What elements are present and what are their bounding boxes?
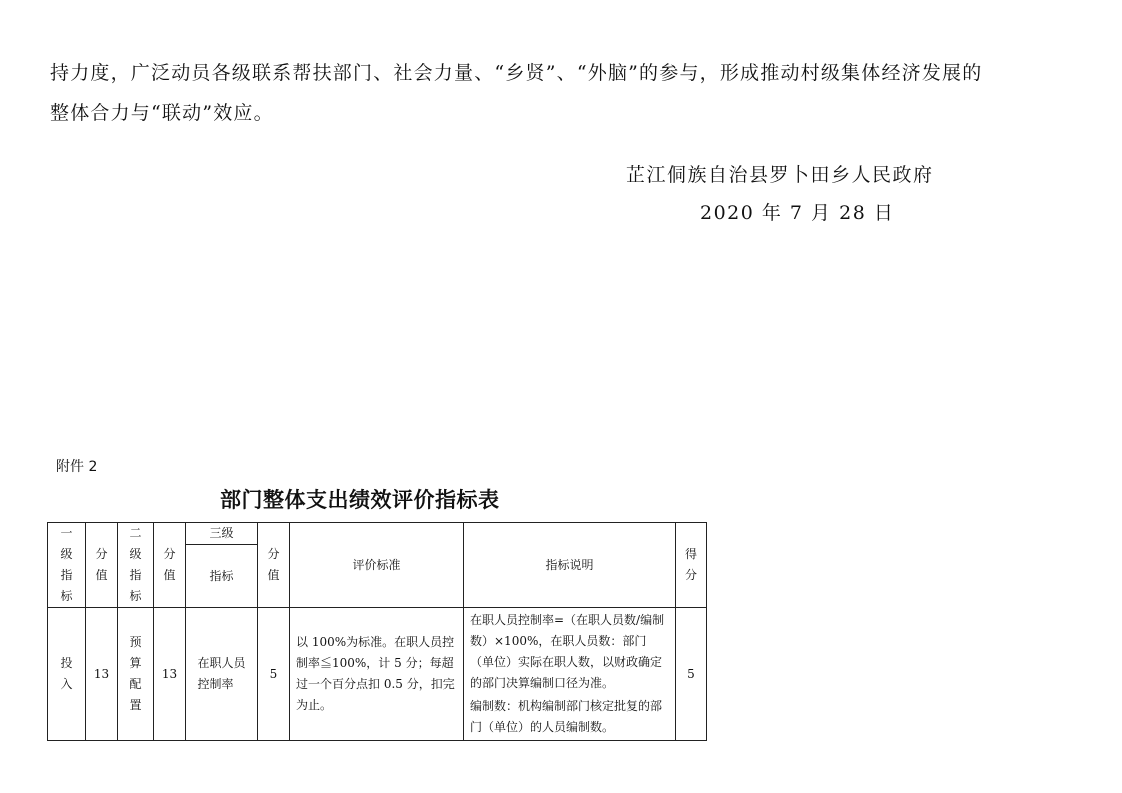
header-score1: 分值 (95, 547, 108, 582)
header-description: 指标说明 (464, 523, 676, 608)
header-level3: 指标 (186, 545, 258, 608)
row-criteria: 以 100%为标准。在职人员控制率≦100%，计 5 分；每超过一个百分点扣 0.5 分，扣完为止。 (290, 608, 464, 741)
header-score1-cell (86, 523, 118, 608)
signature-date: 2020 年 7 月 28 日 (700, 202, 895, 224)
row-score3: 5 (258, 608, 290, 741)
row-level2-cell (118, 608, 154, 741)
header-row-1 (48, 523, 707, 545)
header-level3-group: 三级 (186, 523, 258, 545)
signature-organization: 芷江侗族自治县罗卜田乡人民政府 (626, 164, 934, 186)
evaluation-table (47, 522, 707, 741)
row-description-1: 在职人员控制率=（在职人员数/编制数）×100%，在职人员数：部门（单位）实际在职人数，以财政确定的部门决算编制口径为准。 (470, 613, 665, 690)
table-title: 部门整体支出绩效评价指标表 (220, 488, 500, 512)
header-score2: 分值 (163, 547, 176, 582)
table-row (48, 608, 707, 741)
paragraph-line-2: 整体合力与“联动”效应。 (50, 102, 274, 124)
header-level1: 一级指标 (60, 526, 73, 603)
row-indicator: 在职人员控制率 (197, 656, 246, 691)
header-criteria: 评价标准 (290, 523, 464, 608)
header-score3: 分值 (267, 547, 280, 582)
row-level1: 投入 (60, 656, 73, 691)
header-score2-cell (154, 523, 186, 608)
row-description-cell (464, 608, 676, 741)
header-level2: 二级指标 (129, 526, 142, 603)
attachment-label: 附件 2 (56, 459, 98, 475)
header-result-cell (676, 523, 707, 608)
row-level2: 预算配置 (129, 635, 142, 712)
header-result: 得分 (685, 547, 698, 582)
row-level1-cell (48, 608, 86, 741)
header-score3-cell (258, 523, 290, 608)
row-score2: 13 (154, 608, 186, 741)
row-description-2: 编制数：机构编制部门核定批复的部门（单位）的人员编制数。 (470, 699, 663, 734)
header-level2-cell (118, 523, 154, 608)
paragraph-line-1: 持力度，广泛动员各级联系帮扶部门、社会力量、“乡贤”、“外脑”的参与，形成推动村级集体经济发展的 (50, 62, 983, 84)
row-indicator-cell (186, 608, 258, 741)
row-result: 5 (676, 608, 707, 741)
header-level1-cell (48, 523, 86, 608)
row-score1: 13 (86, 608, 118, 741)
